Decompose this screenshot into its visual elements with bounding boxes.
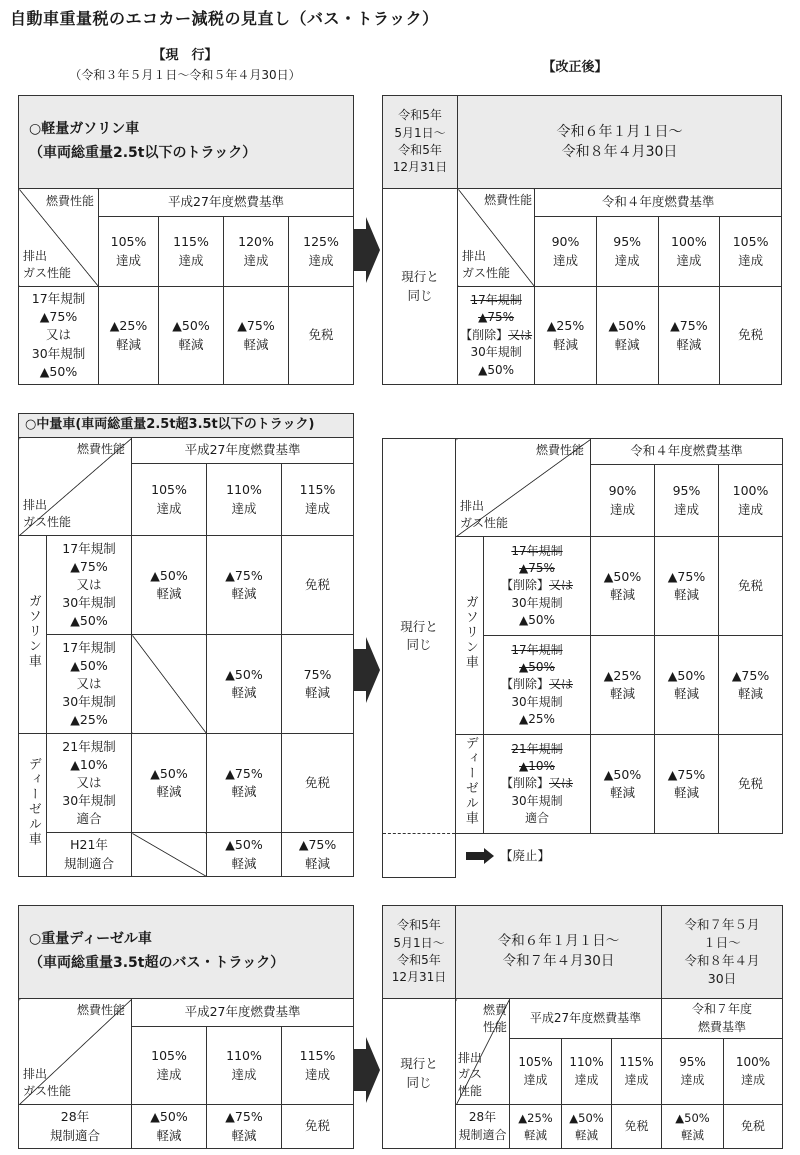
struck-text: 又は: [508, 327, 533, 342]
gasoline-label: ガソリン車: [19, 536, 47, 734]
section-heading: ○軽量ガソリン車 （車両総重量2.5t以下のトラック）: [19, 96, 354, 189]
cell: 免税: [719, 735, 783, 834]
heavy-diesel-current-table: [18, 905, 354, 1149]
current-header: 【現 行】: [152, 48, 218, 63]
cell: 免税: [719, 537, 783, 636]
cell: ▲75% 軽減: [207, 1105, 282, 1149]
diesel-label: ディーゼル車: [456, 735, 484, 834]
struck-text: ▲75%: [519, 560, 555, 575]
col-header: 105% 達成: [720, 217, 782, 287]
period-3: 令和７年５月 １日～ 令和８年４月 30日: [662, 906, 783, 999]
col-header: 105% 達成: [132, 464, 207, 536]
cell: ▲50% 軽減: [159, 287, 224, 385]
struck-text: ▲10%: [519, 758, 555, 773]
cell: ▲25% 軽減: [591, 636, 655, 735]
cell: ▲75% 軽減: [655, 735, 719, 834]
same-as-current: 現行と 同じ: [383, 439, 456, 834]
col-header: 110% 達成: [562, 1039, 612, 1105]
revised-header: 【改正後】: [542, 60, 608, 75]
struck-text: 17年規制: [511, 543, 563, 558]
row-label: [458, 287, 535, 385]
col-header: 110% 達成: [207, 1027, 282, 1105]
row-label: 28年 規制適合: [19, 1105, 132, 1149]
fuel-standard: 令和４年度燃費基準: [591, 439, 783, 465]
header-corner: [458, 189, 535, 287]
col-header: 95% 達成: [662, 1039, 724, 1105]
page-title: 自動車重量税のエコカー減税の見直し（バス・トラック）: [10, 9, 439, 28]
emission-label: 排出 ガス 性能: [458, 1050, 483, 1099]
col-header: 125% 達成: [289, 217, 354, 287]
row-label: [484, 735, 591, 834]
cell: ▲75% 軽減: [719, 636, 783, 735]
fuel-perf-label: 燃費性能: [76, 1003, 125, 1017]
col-header: 100% 達成: [724, 1039, 783, 1105]
light-gasoline-revised-table: [382, 95, 782, 385]
col-header: 120% 達成: [224, 217, 289, 287]
struck-text: 又は: [549, 776, 574, 791]
struck-text: 又は: [549, 578, 574, 593]
cell: 免税: [282, 734, 354, 833]
cell: 免税: [289, 287, 354, 385]
struck-text: 又は: [549, 677, 574, 692]
header-corner: [19, 189, 99, 287]
header-corner: [456, 439, 591, 537]
row-label: 17年規制 ▲50% 又は 30年規制 ▲25%: [47, 635, 132, 734]
row-label-rest: 30年規制 適合: [511, 793, 563, 826]
small-arrow-icon: [466, 848, 496, 864]
col-header: 110% 達成: [207, 464, 282, 536]
cell: ▲25% 軽減: [99, 287, 159, 385]
emission-label: 排出 ガス性能: [462, 249, 511, 281]
fuel-standard: 平成27年度燃費基準: [99, 189, 354, 217]
col-header: 90% 達成: [591, 465, 655, 537]
col-header: 95% 達成: [596, 217, 658, 287]
cell: ▲75% 軽減: [207, 734, 282, 833]
empty-cell: [132, 833, 207, 877]
cell: 免税: [720, 287, 782, 385]
deleted-label: 【削除】: [500, 776, 549, 791]
cell: ▲75% 軽減: [658, 287, 720, 385]
cell: ▲25% 軽減: [510, 1105, 562, 1149]
period-1: 令和5年 5月1日～ 令和5年 12月31日: [383, 906, 456, 999]
header-corner: [19, 999, 132, 1105]
col-header: 115% 達成: [282, 464, 354, 536]
col-header: 95% 達成: [655, 465, 719, 537]
arrow-right-icon: [352, 215, 382, 285]
cell: ▲75% 軽減: [282, 833, 354, 877]
medium-revised-table: [382, 438, 783, 878]
row-label: [484, 636, 591, 735]
medium-current-table: [18, 413, 354, 877]
period-2: 令和６年１月１日～ 令和８年４月30日: [458, 96, 782, 189]
empty-cell: [132, 635, 207, 734]
period-2: 令和６年１月１日～ 令和７年４月30日: [456, 906, 662, 999]
col-header: 115% 達成: [282, 1027, 354, 1105]
col-header: 115% 達成: [159, 217, 224, 287]
same-as-current: 現行と 同じ: [383, 999, 456, 1149]
col-header: 105% 達成: [99, 217, 159, 287]
emission-label: 排出 ガス性能: [23, 498, 72, 530]
cell: 免税: [282, 536, 354, 635]
gasoline-label: ガソリン車: [456, 537, 484, 735]
row-label-rest: 30年規制 ▲25%: [511, 694, 563, 727]
struck-text: 17年規制: [470, 293, 522, 308]
cell: ▲50% 軽減: [207, 833, 282, 877]
row-label-rest: 30年規制 ▲50%: [470, 345, 522, 377]
col-header: 105% 達成: [510, 1039, 562, 1105]
row-label: 28年 規制適合: [456, 1105, 510, 1149]
emission-label: 排出 ガス性能: [23, 249, 72, 281]
cell: 75% 軽減: [282, 635, 354, 734]
row-label: 17年規制 ▲75% 又は 30年規制 ▲50%: [47, 536, 132, 635]
section-heading: ○中量車(車両総重量2.5t超3.5t以下のトラック): [19, 414, 354, 438]
period-1: 令和5年 5月1日～ 令和5年 12月31日: [383, 96, 458, 189]
fuel-standard: 平成27年度燃費基準: [132, 438, 354, 464]
cell: ▲50% 軽減: [562, 1105, 612, 1149]
struck-text: 21年規制: [511, 741, 563, 756]
col-header: 100% 達成: [719, 465, 783, 537]
header-corner: [19, 438, 132, 536]
fuel-standard: 平成27年度燃費基準: [132, 999, 354, 1027]
cell: ▲75% 軽減: [207, 536, 282, 635]
light-gasoline-current-table: [18, 95, 354, 385]
cell: ▲50% 軽減: [596, 287, 658, 385]
row-label: [484, 537, 591, 636]
row-label: H21年 規制適合: [47, 833, 132, 877]
fuel-standard: 令和４年度燃費基準: [535, 189, 782, 217]
deleted-label: 【削除】: [460, 327, 509, 342]
cell: ▲50% 軽減: [662, 1105, 724, 1149]
fuel-perf-label: 燃費性能: [45, 194, 94, 208]
cell: ▲50% 軽減: [132, 536, 207, 635]
fuel-perf-label: 燃費 性能: [482, 1003, 507, 1035]
emission-label: 排出 ガス性能: [23, 1067, 72, 1099]
row-label: 21年規制 ▲10% 又は 30年規制 適合: [47, 734, 132, 833]
blank-cell: [383, 834, 456, 878]
abolished-row: [456, 834, 783, 878]
deleted-label: 【削除】: [500, 578, 549, 593]
struck-text: ▲75%: [478, 310, 515, 325]
col-header: 100% 達成: [658, 217, 720, 287]
arrow-right-icon: [352, 635, 382, 705]
cell: ▲50% 軽減: [132, 1105, 207, 1149]
cell: ▲75% 軽減: [224, 287, 289, 385]
fuel-perf-label: 燃費性能: [76, 442, 125, 456]
cell: 免税: [282, 1105, 354, 1149]
col-header: 105% 達成: [132, 1027, 207, 1105]
fuel-perf-label: 燃費性能: [484, 193, 533, 207]
same-as-current: 現行と 同じ: [383, 189, 458, 385]
cell: ▲25% 軽減: [535, 287, 597, 385]
cell: ▲50% 軽減: [132, 734, 207, 833]
fuel-perf-label: 燃費性能: [535, 443, 584, 457]
row-label-rest: 30年規制 ▲50%: [511, 595, 563, 628]
cell: ▲75% 軽減: [655, 537, 719, 636]
arrow-right-icon: [352, 1035, 382, 1105]
fuel-standard: 平成27年度燃費基準: [510, 999, 662, 1039]
section-heading: ○重量ディーゼル車 （車両総重量3.5t超のバス・トラック）: [19, 906, 354, 999]
col-header: 90% 達成: [535, 217, 597, 287]
cell: ▲50% 軽減: [591, 735, 655, 834]
cell: 免税: [724, 1105, 783, 1149]
col-header: 115% 達成: [612, 1039, 662, 1105]
header-corner: [456, 999, 510, 1105]
cell: 免税: [612, 1105, 662, 1149]
current-period: （令和３年５月１日～令和５年４月30日）: [69, 68, 301, 82]
deleted-label: 【削除】: [500, 677, 549, 692]
cell: ▲50% 軽減: [655, 636, 719, 735]
cell: ▲50% 軽減: [591, 537, 655, 636]
abolished-label: 【廃止】: [499, 847, 550, 863]
heavy-diesel-revised-table: [382, 905, 783, 1149]
struck-text: ▲50%: [519, 659, 555, 674]
cell: ▲50% 軽減: [207, 635, 282, 734]
diesel-label: ディーゼル車: [19, 734, 47, 877]
struck-text: 17年規制: [511, 642, 563, 657]
row-label: 17年規制 ▲75% 又は 30年規制 ▲50%: [19, 287, 99, 385]
fuel-standard: 令和７年度 燃費基準: [662, 999, 783, 1039]
emission-label: 排出 ガス性能: [460, 499, 509, 531]
